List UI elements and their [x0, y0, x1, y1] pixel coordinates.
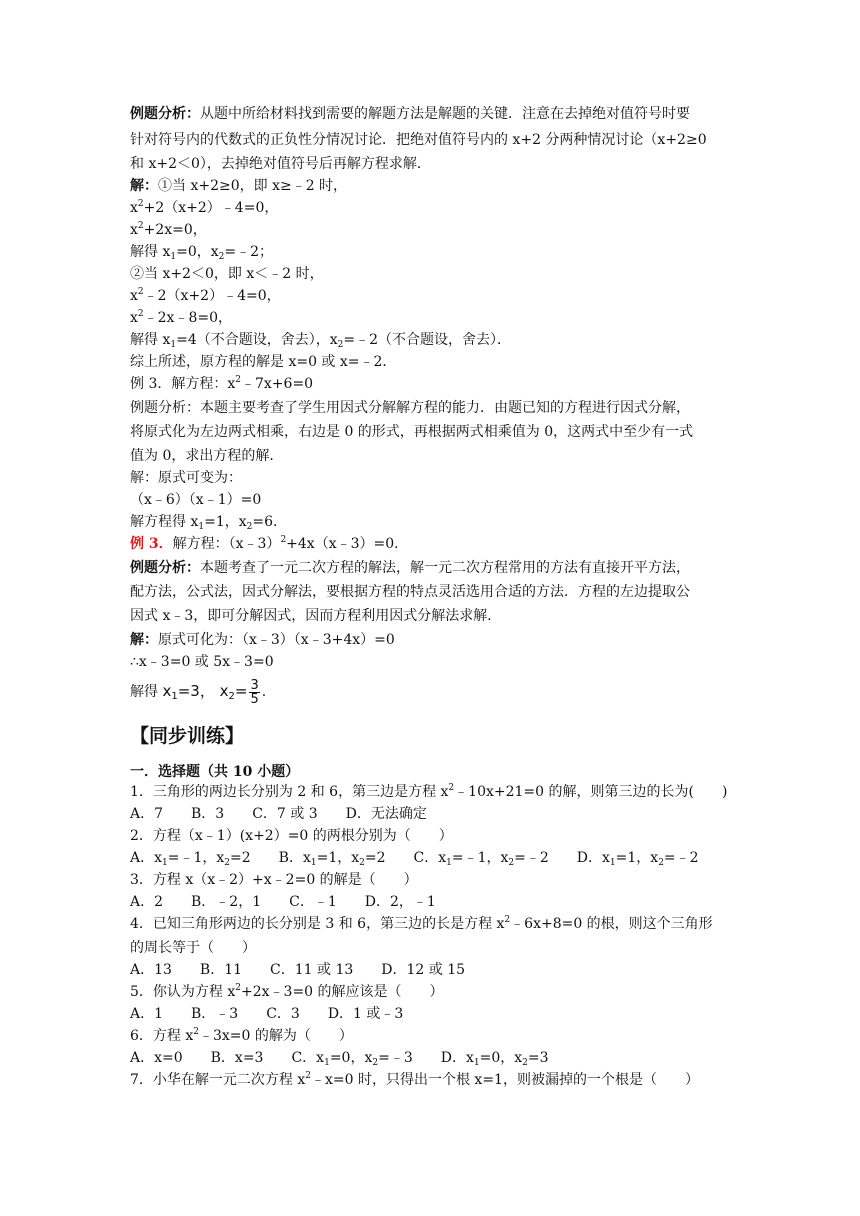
example3-solution-2: （x﹣6）（x﹣1）=0	[130, 492, 262, 508]
question-1-options: A．7 B．3 C．7 或 3 D．无法确定	[130, 806, 427, 822]
math-x1: $x_1=3$，	[162, 682, 215, 702]
question-6: 6．方程 $x^2﹣3x=0$ 的解为（ ）	[130, 1027, 353, 1044]
math-x2: $x_2=$	[219, 682, 248, 702]
example3-analysis-2: 将原式化为左边两式相乘，右边是 0 的形式，再根据两式相乘值为 0，这两式中至少有一式	[130, 424, 694, 440]
example3b-title: 例 3．解方程：（x﹣3）$^2$+4x（x﹣3）=0．	[130, 535, 409, 552]
solution-line-2: $x^2+2(x+2)﹣4=0$，	[130, 199, 279, 216]
example3b-label: 例 3．	[130, 536, 173, 552]
example3b-analysis-1: 例题分析：本题考查了一元二次方程的解法，解一元二次方程常用的方法有直接开平方法，	[130, 560, 690, 576]
example3b-solution-1: 解：原式可化为：（x﹣3）（x﹣3+4x）=0	[130, 632, 395, 648]
example3b-analysis-2: 配方法，公式法，因式分解法，要根据方程的特点灵活选用合适的方法．方程的左边提取公	[130, 584, 690, 600]
example3-title: 例 3．解方程：$x^2﹣7x+6=0$	[130, 375, 314, 392]
section-heading: 【同步训练】	[130, 725, 245, 747]
question-1: 1．三角形的两边长分别为 2 和 6，第三边是方程 $x^2﹣10x+21=0$ 的解，则第三边的长为( )	[130, 783, 728, 800]
solution-line-9: 综上所述，原方程的解是 x=0 或 x=﹣2．	[130, 354, 397, 370]
analysis-label: 例题分析：	[130, 106, 200, 122]
example3b-solution-2: ∴x﹣3=0 或 5x﹣3=0	[130, 654, 274, 670]
fraction: $\frac{3}{5}$	[250, 677, 259, 707]
question-7: 7．小华在解一元二次方程 $x^2﹣x=0$ 时，只得出一个根 x=1，则被漏掉的一个根是（ ）	[130, 1071, 699, 1088]
question-3: 3．方程 x（x﹣2）+x﹣2=0 的解是（ ）	[130, 872, 418, 888]
solution-line-6: $x^2﹣2(x+2)﹣4=0$，	[130, 287, 281, 304]
solution-line-7: $x^2﹣2x﹣8=0$，	[130, 309, 232, 326]
analysis-line-1	[130, 104, 690, 124]
example3-analysis-1: 例题分析：本题主要考查了学生用因式分解解方程的能力．由题已知的方程进行因式分解，	[130, 400, 690, 416]
question-4-options: A．13 B．11 C．11 或 13 D．12 或 15	[130, 962, 466, 978]
solution-line-3: $x^2+2x=0$，	[130, 221, 207, 238]
question-2: 2．方程（x﹣1）(x+2）=0 的两根分别为（ ）	[130, 828, 453, 844]
analysis-line-2: 针对符号内的代数式的正负性分情况讨论．把绝对值符号内的 x+2 分两种情况讨论（x+2≥0	[130, 132, 707, 148]
solution-line-1	[130, 176, 347, 196]
analysis-line-3: 和 x+2＜0），去掉绝对值符号后再解方程求解．	[130, 156, 431, 172]
example3-analysis-3: 值为 0，求出方程的解．	[130, 448, 284, 464]
question-5-options: A．1 B．﹣3 C．3 D．1 或﹣3	[130, 1006, 404, 1022]
solution-line-8: 解得 $x_1=4$（不合题设，舍去），$x_2=﹣2$（不合题设，舍去）．	[130, 332, 512, 350]
question-6-options: A．x=0 B．x=3 C．$x_1=0$，$x_2=﹣3$ D．$x_1=0$，$x_2=3$	[130, 1050, 549, 1068]
question-2-options: A．$x_1=﹣1$，$x_2=2$ B．$x_1=1$，$x_2=2$ C．$x_1=﹣1$，$x_2=﹣2$ D．$x_1=1$，$x_2=﹣2$	[130, 850, 699, 868]
question-3-options: A．2 B．﹣2，1 C．﹣1 D．2，﹣1	[130, 894, 436, 910]
analysis-text: 从题中所给材料找到需要的解题方法是解题的关键．注意在去掉绝对值符号时要	[200, 106, 690, 122]
question-4: 4．已知三角形两边的长分别是 3 和 6，第三边的长是方程 $x^2﹣6x+8=0$ 的根，则这个三角形	[130, 915, 713, 932]
solution-label: 解：	[130, 178, 158, 194]
example3b-analysis-3: 因式 x﹣3，即可分解因式，因而方程利用因式分解法求解．	[130, 608, 502, 624]
section-title: 一．选择题（共 10 小题）	[130, 764, 300, 780]
example3b-solution-3: 解得 $x_1=3$， $x_2=$ $\frac{3}{5}$ .	[130, 677, 267, 707]
example3-solution-3: 解方程得 $x_1=1$，$x_2=6$．	[130, 514, 288, 532]
question-5: 5．你认为方程 $x^2+2x﹣3=0$ 的解应该是（ ）	[130, 983, 444, 1000]
solution-line-5: ②当 x+2＜0，即 x＜﹣2 时，	[130, 266, 324, 282]
solution-text: ①当 x+2≥0，即 x≥﹣2 时，	[158, 178, 348, 194]
example3-solution-1: 解：原式可变为：	[130, 470, 242, 486]
question-4-cont: 的周长等于（ ）	[130, 940, 256, 956]
solution-line-4: 解得 $x_1=0$，$x_2=﹣2$；	[130, 244, 274, 262]
